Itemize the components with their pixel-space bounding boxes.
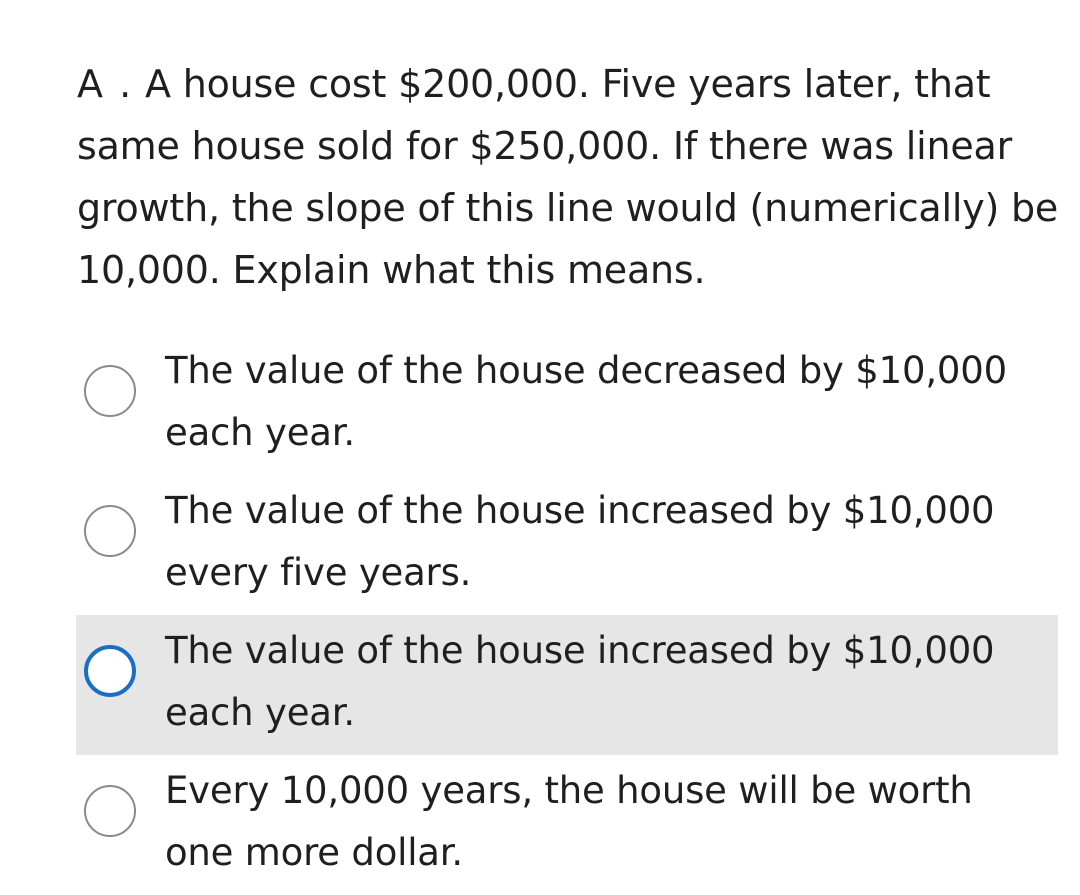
answer-option-label: The value of the house increased by $10,000 each year. [165, 629, 995, 734]
answer-option-label: The value of the house decreased by $10,000 each year. [165, 349, 1007, 454]
question-text: A house cost $200,000. Five years later, that same house sold for $250,000. If there was linear growth, the slope of this line would (numerically) be 10,000. Explain what this means. [77, 62, 1059, 292]
answer-option-4[interactable] [76, 755, 1058, 895]
radio-button-icon[interactable] [84, 505, 136, 557]
radio-button-icon[interactable] [84, 365, 136, 417]
radio-button-icon[interactable] [84, 645, 136, 697]
radio-button-icon[interactable] [84, 785, 136, 837]
answer-option-3[interactable] [76, 615, 1058, 755]
question-number: A . [77, 62, 134, 106]
answer-option-label: The value of the house increased by $10,000 every five years. [165, 489, 995, 594]
answer-option-2[interactable] [76, 475, 1058, 615]
answer-option-1[interactable] [76, 335, 1058, 475]
answer-option-label: Every 10,000 years, the house will be worth one more dollar. [165, 769, 973, 874]
answer-options [76, 335, 1058, 895]
question-prompt [77, 53, 1067, 301]
